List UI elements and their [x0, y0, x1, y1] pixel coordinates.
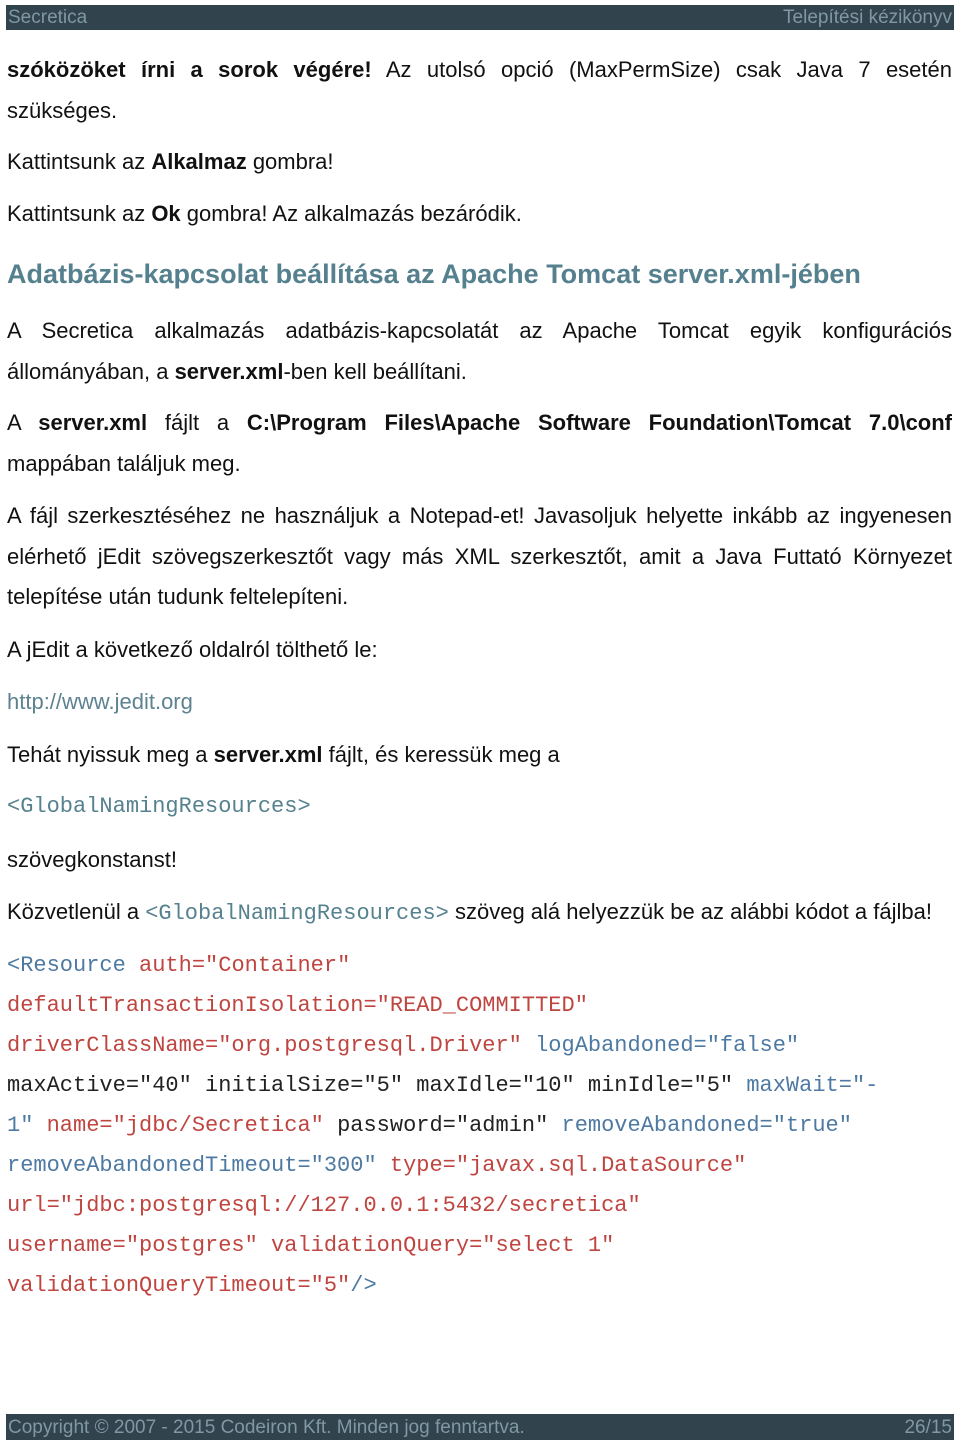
warning-text: szóközöket írni a sorok végére!	[7, 57, 372, 82]
section-heading: Adatbázis-kapcsolat beállítása az Apache Tomcat server.xml-jében	[7, 259, 861, 289]
paragraph-editor-advice: A fájl szerkesztéséhez ne használjuk a Notepad-et! Javasoljuk helyette inkább az ingyenesen elérhető jEdit szövegszerkesztőt vagy más XML szerkesztőt, amit a Java Futtató Környezet telepítése után tudunk feltelepíteni.	[7, 503, 952, 609]
header-document-title: Telepítési kézikönyv	[783, 7, 952, 28]
document-body	[7, 50, 952, 1306]
paragraph-apply-button: Kattintsunk az Alkalmaz gombra!	[7, 149, 334, 174]
code-block	[7, 946, 952, 1306]
code-line: <Resource auth="Container"	[7, 952, 351, 978]
code-line: username="postgres" validationQuery="select 1"	[7, 1232, 615, 1258]
code-line: 1" name="jdbc/Secretica" password="admin" removeAbandoned="true"	[7, 1112, 852, 1138]
paragraph-string-constant: szövegkonstanst!	[7, 846, 177, 872]
code-line: validationQueryTimeout="5"/>	[7, 1272, 377, 1298]
paragraph-trailing-spaces: szóközöket írni a sorok végére! Az utolsó opció (MaxPermSize) csak Java 7 esetén szükséges.	[7, 57, 952, 123]
copyright-text: Copyright © 2007 - 2015 Codeiron Kft. Minden jog fenntartva.	[8, 1417, 525, 1438]
paragraph-insert-code: Közvetlenül a <GlobalNamingResources> szöveg alá helyezzük be az alábbi kódot a fájlba!	[7, 899, 932, 926]
page-number: 26/15	[904, 1417, 952, 1438]
jedit-link[interactable]: http://www.jedit.org	[7, 689, 193, 714]
config-folder-path: C:\Program Files\Apache Software Foundation\Tomcat 7.0\conf	[246, 410, 953, 435]
paragraph-open-server-xml: Tehát nyissuk meg a server.xml fájlt, és keressük meg a	[7, 741, 560, 767]
page-footer	[6, 1414, 954, 1440]
inline-tag: <GlobalNamingResources>	[145, 901, 449, 926]
paragraph-ok-button: Kattintsunk az Ok gombra! Az alkalmazás bezáródik.	[7, 200, 522, 226]
code-line: maxActive="40" initialSize="5" maxIdle="10" minIdle="5" maxWait="-	[7, 1072, 879, 1098]
paragraph-db-connection: A Secretica alkalmazás adatbázis-kapcsolatát az Apache Tomcat egyik konfigurációs állományában, a server.xml-ben kell beállítani.	[7, 318, 952, 384]
code-line: defaultTransactionIsolation="READ_COMMITTED"	[7, 992, 588, 1018]
global-naming-resources-tag: <GlobalNamingResources>	[7, 794, 311, 819]
page-header	[6, 5, 954, 30]
paragraph-download-intro: A jEdit a következő oldalról tölthető le:	[7, 636, 378, 662]
code-line: driverClassName="org.postgresql.Driver" logAbandoned="false"	[7, 1032, 800, 1058]
header-product-name: Secretica	[8, 7, 88, 28]
paragraph-config-path: A server.xml fájlt a C:\Program Files\Apache Software Foundation\Tomcat 7.0\conf	[7, 410, 953, 435]
code-line: removeAbandonedTimeout="300" type="javax.sql.DataSource"	[7, 1152, 747, 1178]
paragraph-config-path-end: mappában találjuk meg.	[7, 450, 241, 476]
code-line: url="jdbc:postgresql://127.0.0.1:5432/secretica"	[7, 1192, 641, 1218]
